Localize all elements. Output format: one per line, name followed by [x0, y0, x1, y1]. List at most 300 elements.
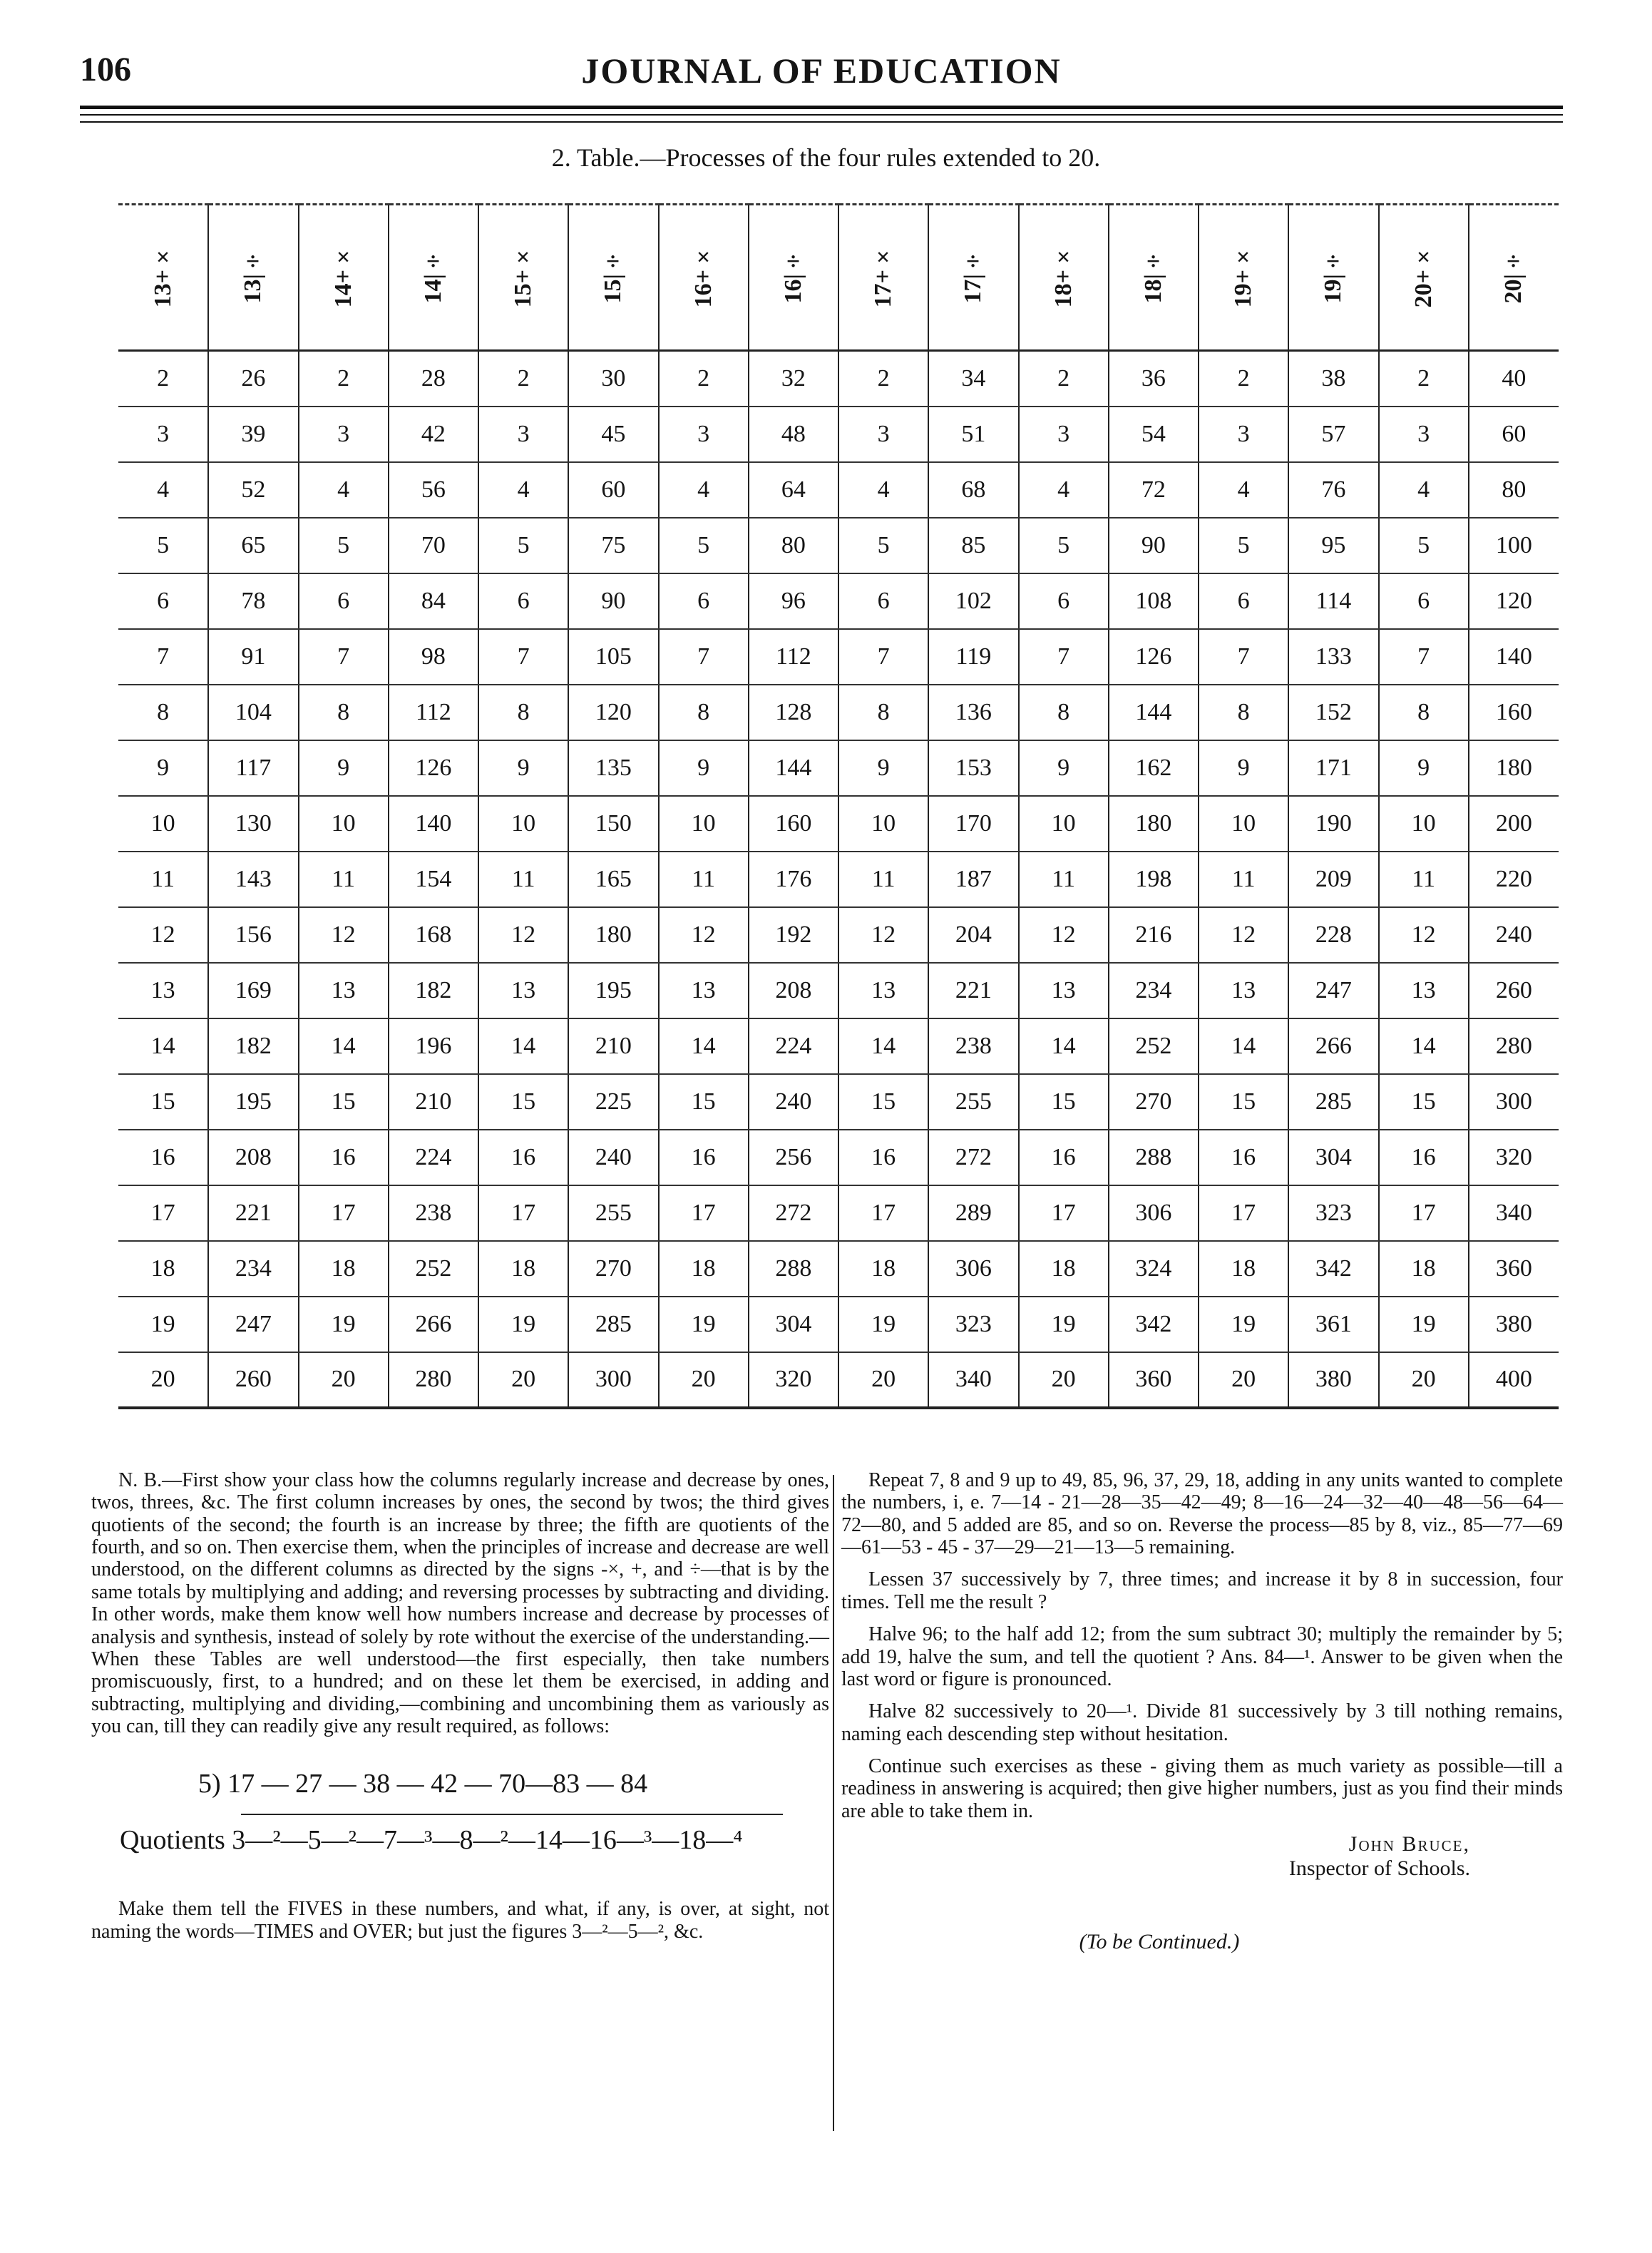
column-header	[118, 205, 208, 351]
table-cell: 10	[1199, 796, 1288, 852]
table-cell: 168	[389, 907, 478, 963]
table-cell: 11	[1019, 852, 1109, 907]
table-cell: 20	[478, 1352, 568, 1408]
table-cell: 285	[1288, 1074, 1378, 1130]
table-cell: 11	[659, 852, 749, 907]
table-cell: 9	[1199, 740, 1288, 796]
table-cell: 90	[568, 573, 658, 629]
table-cell: 320	[749, 1352, 838, 1408]
table-cell: 18	[299, 1241, 389, 1297]
table-cell: 51	[928, 407, 1018, 462]
table-cell: 7	[299, 629, 389, 685]
table-cell: 3	[1019, 407, 1109, 462]
table-row	[118, 351, 1559, 407]
table-cell: 9	[1019, 740, 1109, 796]
table-cell: 3	[299, 407, 389, 462]
table-cell: 112	[389, 685, 478, 740]
table-cell: 4	[659, 462, 749, 518]
table-cell: 272	[749, 1185, 838, 1241]
column-header-label: 16|÷	[779, 247, 806, 304]
table-cell: 210	[389, 1074, 478, 1130]
table-cell: 156	[208, 907, 298, 963]
table-cell: 176	[749, 852, 838, 907]
column-header	[208, 205, 298, 351]
table-cell: 19	[838, 1297, 928, 1352]
table-cell: 36	[1109, 351, 1199, 407]
table-cell: 120	[568, 685, 658, 740]
table-cell: 340	[928, 1352, 1018, 1408]
table-cell: 19	[1019, 1297, 1109, 1352]
left-column	[91, 1469, 829, 1953]
table-cell: 80	[1469, 462, 1559, 518]
table-cell: 57	[1288, 407, 1378, 462]
table-cell: 60	[1469, 407, 1559, 462]
table-cell: 76	[1288, 462, 1378, 518]
table-cell: 182	[208, 1018, 298, 1074]
table-cell: 16	[838, 1130, 928, 1185]
table-cell: 8	[1379, 685, 1469, 740]
table-cell: 64	[749, 462, 838, 518]
table-cell: 18	[478, 1241, 568, 1297]
table-cell: 75	[568, 518, 658, 573]
table-cell: 15	[1379, 1074, 1469, 1130]
column-header	[1288, 205, 1378, 351]
table-cell: 171	[1288, 740, 1378, 796]
table-caption: 2. Table.—Processes of the four rules extended to 20.	[551, 143, 1101, 172]
table-cell: 9	[659, 740, 749, 796]
table-body	[118, 351, 1559, 1408]
halve-paragraph: Halve 96; to the half add 12; from the sum subtract 30; multiply the remainder by 5; add 19, halve the sum, and tell the quotient ? Ans. 84—¹. Answer to be given when the last word or figure is pronounced.	[841, 1623, 1563, 1690]
column-header-label: 20+×	[1410, 243, 1437, 308]
nb-paragraph: N. B.—First show your class how the columns regularly increase and decrease by ones, twos, threes, &c. The first column increases by ones, the second by twos; the third gives quotients of the second; the fourth is an increase by three; the fifth are quotients of the fourth, and so on. Then exercise them, when the principles of increase and decrease are well understood, on the different columns as directed by the signs -×, +, and ÷—that is by the same totals by multiplying and adding; and reversing processes by subtracting and dividing. In other words, make them know well how numbers increase and decrease by processes of analysis and synthesis, instead of solely by rote without the exercise of the understanding.—When these Tables are well understood—the first especially, then take numbers promiscuously, first, to a hundred; and on these let them be exercised, in adding and subtracting, multiplying and dividing,—combining and uncombining them as variously as you can, till they can readily give any result required, as follows:	[91, 1469, 830, 1737]
table-cell: 18	[1199, 1241, 1288, 1297]
table-cell: 16	[659, 1130, 749, 1185]
table-cell: 340	[1469, 1185, 1559, 1241]
table-cell: 5	[659, 518, 749, 573]
table-cell: 320	[1469, 1130, 1559, 1185]
table-cell: 272	[928, 1130, 1018, 1185]
table-cell: 221	[208, 1185, 298, 1241]
table-cell: 78	[208, 573, 298, 629]
table-cell: 5	[118, 518, 208, 573]
table-cell: 100	[1469, 518, 1559, 573]
table-cell: 210	[568, 1018, 658, 1074]
table-header-row	[118, 205, 1559, 351]
table-row	[118, 852, 1559, 907]
table-cell: 17	[659, 1185, 749, 1241]
table-cell: 5	[1379, 518, 1469, 573]
table-cell: 238	[389, 1185, 478, 1241]
table-cell: 13	[838, 963, 928, 1018]
table-cell: 56	[389, 462, 478, 518]
table-cell: 6	[118, 573, 208, 629]
table-cell: 13	[1019, 963, 1109, 1018]
table-cell: 289	[928, 1185, 1018, 1241]
table-cell: 6	[478, 573, 568, 629]
table-cell: 252	[1109, 1018, 1199, 1074]
table-cell: 9	[299, 740, 389, 796]
table-cell: 4	[118, 462, 208, 518]
right-column	[841, 1469, 1563, 1954]
table-cell: 252	[389, 1241, 478, 1297]
table-cell: 14	[838, 1018, 928, 1074]
column-header-label: 15+×	[510, 243, 537, 308]
table-cell: 7	[478, 629, 568, 685]
table-cell: 10	[659, 796, 749, 852]
table-cell: 238	[928, 1018, 1018, 1074]
table-cell: 342	[1288, 1241, 1378, 1297]
table-cell: 11	[299, 852, 389, 907]
table-cell: 8	[659, 685, 749, 740]
table-cell: 380	[1469, 1297, 1559, 1352]
division-sequence: 5) 17 — 27 — 38 — 42 — 70—83 — 84	[198, 1769, 648, 1799]
table-cell: 140	[1469, 629, 1559, 685]
table-cell: 126	[1109, 629, 1199, 685]
table-cell: 208	[208, 1130, 298, 1185]
table-cell: 260	[1469, 963, 1559, 1018]
column-header	[749, 205, 838, 351]
table-cell: 8	[478, 685, 568, 740]
table-row	[118, 740, 1559, 796]
table-cell: 170	[928, 796, 1018, 852]
table-cell: 8	[838, 685, 928, 740]
table-row	[118, 1241, 1559, 1297]
table-cell: 380	[1288, 1352, 1378, 1408]
journal-title: JOURNAL OF EDUCATION	[581, 51, 1062, 91]
table-cell: 247	[1288, 963, 1378, 1018]
column-header	[928, 205, 1018, 351]
page-header	[80, 50, 1563, 107]
table-cell: 3	[838, 407, 928, 462]
table-cell: 7	[118, 629, 208, 685]
table-cell: 20	[1019, 1352, 1109, 1408]
column-header	[1379, 205, 1469, 351]
table-cell: 130	[208, 796, 298, 852]
table-cell: 240	[1469, 907, 1559, 963]
table-cell: 32	[749, 351, 838, 407]
quotients-line: Quotients 3—²—5—²—7—³—8—²—14—16—³—18—⁴	[120, 1824, 743, 1855]
table-cell: 144	[749, 740, 838, 796]
table-cell: 14	[1199, 1018, 1288, 1074]
table-cell: 136	[928, 685, 1018, 740]
table-row	[118, 1074, 1559, 1130]
table-cell: 204	[928, 907, 1018, 963]
table-cell: 342	[1109, 1297, 1199, 1352]
table-cell: 2	[118, 351, 208, 407]
table-cell: 8	[1199, 685, 1288, 740]
table-cell: 17	[1379, 1185, 1469, 1241]
table-cell: 360	[1109, 1352, 1199, 1408]
table-cell: 6	[1019, 573, 1109, 629]
table-cell: 225	[568, 1074, 658, 1130]
table-row	[118, 963, 1559, 1018]
table-cell: 17	[1199, 1185, 1288, 1241]
multiplication-table	[118, 203, 1559, 1409]
table-cell: 4	[1199, 462, 1288, 518]
table-cell: 11	[118, 852, 208, 907]
table-cell: 323	[928, 1297, 1018, 1352]
table-cell: 196	[389, 1018, 478, 1074]
table-cell: 17	[478, 1185, 568, 1241]
column-header	[1019, 205, 1109, 351]
table-cell: 120	[1469, 573, 1559, 629]
header-rule	[80, 121, 1563, 123]
column-header	[299, 205, 389, 351]
table-cell: 13	[478, 963, 568, 1018]
table-cell: 2	[659, 351, 749, 407]
table-cell: 16	[1199, 1130, 1288, 1185]
table-cell: 15	[1199, 1074, 1288, 1130]
table-cell: 18	[659, 1241, 749, 1297]
table-cell: 119	[928, 629, 1018, 685]
table-row	[118, 1352, 1559, 1408]
table-cell: 104	[208, 685, 298, 740]
table-cell: 4	[838, 462, 928, 518]
table-cell: 224	[749, 1018, 838, 1074]
table-cell: 105	[568, 629, 658, 685]
table-cell: 20	[838, 1352, 928, 1408]
table-cell: 20	[1199, 1352, 1288, 1408]
table-cell: 19	[659, 1297, 749, 1352]
table-row	[118, 573, 1559, 629]
table-cell: 200	[1469, 796, 1559, 852]
table-cell: 8	[299, 685, 389, 740]
table-cell: 6	[1199, 573, 1288, 629]
table-cell: 8	[1019, 685, 1109, 740]
table-cell: 14	[299, 1018, 389, 1074]
table-cell: 255	[928, 1074, 1018, 1130]
table-cell: 19	[1379, 1297, 1469, 1352]
table-cell: 20	[659, 1352, 749, 1408]
fives-paragraph: Make them tell the FIVES in these numbers, and what, if any, is over, at sight, not naming the words—TIMES and OVER; but just the figures 3—²—5—², &c.	[91, 1898, 829, 1943]
table-cell: 195	[568, 963, 658, 1018]
table-cell: 54	[1109, 407, 1199, 462]
table-cell: 45	[568, 407, 658, 462]
column-header-label: 19+×	[1230, 243, 1257, 308]
table-cell: 288	[749, 1241, 838, 1297]
table-cell: 11	[478, 852, 568, 907]
table-cell: 12	[1019, 907, 1109, 963]
table-cell: 8	[118, 685, 208, 740]
column-header	[1109, 205, 1199, 351]
table-row	[118, 1018, 1559, 1074]
table-cell: 13	[659, 963, 749, 1018]
table-cell: 260	[208, 1352, 298, 1408]
table-cell: 140	[389, 796, 478, 852]
table-cell: 91	[208, 629, 298, 685]
table-cell: 15	[299, 1074, 389, 1130]
repeat-paragraph: Repeat 7, 8 and 9 up to 49, 85, 96, 37, 29, 18, adding in any units wanted to complete the numbers, i, e. 7—14 - 21—28—35—42—49; 8—16—24—32—40—48—56—64—72—80, and 5 added are 85, and so on. Reverse the process—85 by 8, viz., 85—77—69—61—53 - 45 - 37—29—21—13—5 remaining.	[841, 1469, 1563, 1559]
header-rule	[80, 106, 1563, 109]
table-cell: 15	[838, 1074, 928, 1130]
continue-paragraph: Continue such exercises as these - giving them as much variety as possible—till a readiness in answering is acquired; then give higher numbers, just as you find their minds are able to take them in.	[841, 1754, 1563, 1822]
table-cell: 34	[928, 351, 1018, 407]
table-cell: 10	[478, 796, 568, 852]
table-cell: 5	[1199, 518, 1288, 573]
table-cell: 98	[389, 629, 478, 685]
table-cell: 90	[1109, 518, 1199, 573]
table-cell: 52	[208, 462, 298, 518]
table-cell: 153	[928, 740, 1018, 796]
table-cell: 7	[838, 629, 928, 685]
column-header-label: 20|÷	[1500, 247, 1527, 304]
table-cell: 180	[568, 907, 658, 963]
table-cell: 15	[118, 1074, 208, 1130]
table-cell: 240	[749, 1074, 838, 1130]
table-cell: 255	[568, 1185, 658, 1241]
column-header	[659, 205, 749, 351]
table-cell: 9	[838, 740, 928, 796]
table-cell: 234	[1109, 963, 1199, 1018]
table-cell: 270	[568, 1241, 658, 1297]
table-cell: 20	[299, 1352, 389, 1408]
table-cell: 114	[1288, 573, 1378, 629]
table-cell: 304	[1288, 1130, 1378, 1185]
table-cell: 7	[659, 629, 749, 685]
table-cell: 192	[749, 907, 838, 963]
table-cell: 143	[208, 852, 298, 907]
table-cell: 2	[1019, 351, 1109, 407]
table-cell: 15	[659, 1074, 749, 1130]
table-cell: 280	[389, 1352, 478, 1408]
table-cell: 5	[838, 518, 928, 573]
table-cell: 112	[749, 629, 838, 685]
table-cell: 13	[1379, 963, 1469, 1018]
table-cell: 42	[389, 407, 478, 462]
table-row	[118, 796, 1559, 852]
table-cell: 18	[118, 1241, 208, 1297]
signature-name: John Bruce,	[1348, 1832, 1470, 1856]
table-cell: 18	[1019, 1241, 1109, 1297]
table-cell: 360	[1469, 1241, 1559, 1297]
table-cell: 10	[1379, 796, 1469, 852]
table-cell: 7	[1199, 629, 1288, 685]
column-header	[1199, 205, 1288, 351]
table-cell: 165	[568, 852, 658, 907]
page-number: 106	[80, 51, 131, 88]
table-cell: 2	[1379, 351, 1469, 407]
column-header	[1469, 205, 1559, 351]
table-cell: 208	[749, 963, 838, 1018]
column-header-label: 14+×	[329, 243, 356, 308]
table-cell: 182	[389, 963, 478, 1018]
table-cell: 17	[299, 1185, 389, 1241]
table-cell: 10	[1019, 796, 1109, 852]
table-cell: 12	[478, 907, 568, 963]
table-cell: 190	[1288, 796, 1378, 852]
table-cell: 266	[1288, 1018, 1378, 1074]
table-cell: 12	[299, 907, 389, 963]
table-cell: 39	[208, 407, 298, 462]
table-cell: 11	[838, 852, 928, 907]
column-header-label: 15|÷	[600, 247, 627, 304]
signature	[841, 1832, 1470, 1880]
table-cell: 40	[1469, 351, 1559, 407]
table-cell: 4	[1019, 462, 1109, 518]
table-cell: 128	[749, 685, 838, 740]
table-cell: 5	[1019, 518, 1109, 573]
table-cell: 187	[928, 852, 1018, 907]
table-cell: 18	[1379, 1241, 1469, 1297]
table-cell: 4	[299, 462, 389, 518]
table-cell: 15	[478, 1074, 568, 1130]
table-row	[118, 462, 1559, 518]
table-row	[118, 518, 1559, 573]
table-cell: 19	[118, 1297, 208, 1352]
table-grid	[118, 203, 1559, 1409]
table-cell: 13	[118, 963, 208, 1018]
table-cell: 20	[1379, 1352, 1469, 1408]
table-cell: 9	[1379, 740, 1469, 796]
table-row	[118, 1297, 1559, 1352]
table-cell: 60	[568, 462, 658, 518]
header-rule	[80, 114, 1563, 116]
table-cell: 234	[208, 1241, 298, 1297]
table-cell: 154	[389, 852, 478, 907]
table-cell: 150	[568, 796, 658, 852]
column-header-label: 14|÷	[419, 247, 446, 304]
table-cell: 400	[1469, 1352, 1559, 1408]
table-cell: 15	[1019, 1074, 1109, 1130]
table-cell: 324	[1109, 1241, 1199, 1297]
table-cell: 300	[1469, 1074, 1559, 1130]
table-cell: 38	[1288, 351, 1378, 407]
table-cell: 30	[568, 351, 658, 407]
column-header	[838, 205, 928, 351]
table-cell: 20	[118, 1352, 208, 1408]
table-cell: 80	[749, 518, 838, 573]
table-cell: 228	[1288, 907, 1378, 963]
continued-note: (To be Continued.)	[1079, 1930, 1240, 1954]
table-cell: 2	[838, 351, 928, 407]
table-cell: 195	[208, 1074, 298, 1130]
column-header-label: 17+×	[870, 243, 897, 308]
table-cell: 68	[928, 462, 1018, 518]
table-cell: 14	[659, 1018, 749, 1074]
table-cell: 2	[1199, 351, 1288, 407]
table-cell: 11	[1379, 852, 1469, 907]
table-cell: 144	[1109, 685, 1199, 740]
table-cell: 7	[1379, 629, 1469, 685]
table-cell: 13	[299, 963, 389, 1018]
table-cell: 288	[1109, 1130, 1199, 1185]
table-cell: 6	[299, 573, 389, 629]
sequence-rule	[241, 1814, 783, 1815]
table-cell: 160	[749, 796, 838, 852]
column-header-label: 19|÷	[1320, 247, 1347, 304]
column-header-label: 13|÷	[240, 247, 267, 304]
table-cell: 2	[478, 351, 568, 407]
signature-title: Inspector of Schools.	[1288, 1856, 1470, 1880]
table-cell: 5	[478, 518, 568, 573]
table-cell: 10	[299, 796, 389, 852]
table-cell: 221	[928, 963, 1018, 1018]
table-cell: 12	[659, 907, 749, 963]
table-cell: 28	[389, 351, 478, 407]
table-cell: 135	[568, 740, 658, 796]
table-cell: 17	[838, 1185, 928, 1241]
table-cell: 9	[118, 740, 208, 796]
table-cell: 2	[299, 351, 389, 407]
table-cell: 16	[1019, 1130, 1109, 1185]
table-cell: 323	[1288, 1185, 1378, 1241]
table-cell: 304	[749, 1297, 838, 1352]
table-cell: 266	[389, 1297, 478, 1352]
table-cell: 198	[1109, 852, 1199, 907]
column-header-label: 17|÷	[960, 247, 987, 304]
table-cell: 3	[659, 407, 749, 462]
table-cell: 3	[1379, 407, 1469, 462]
